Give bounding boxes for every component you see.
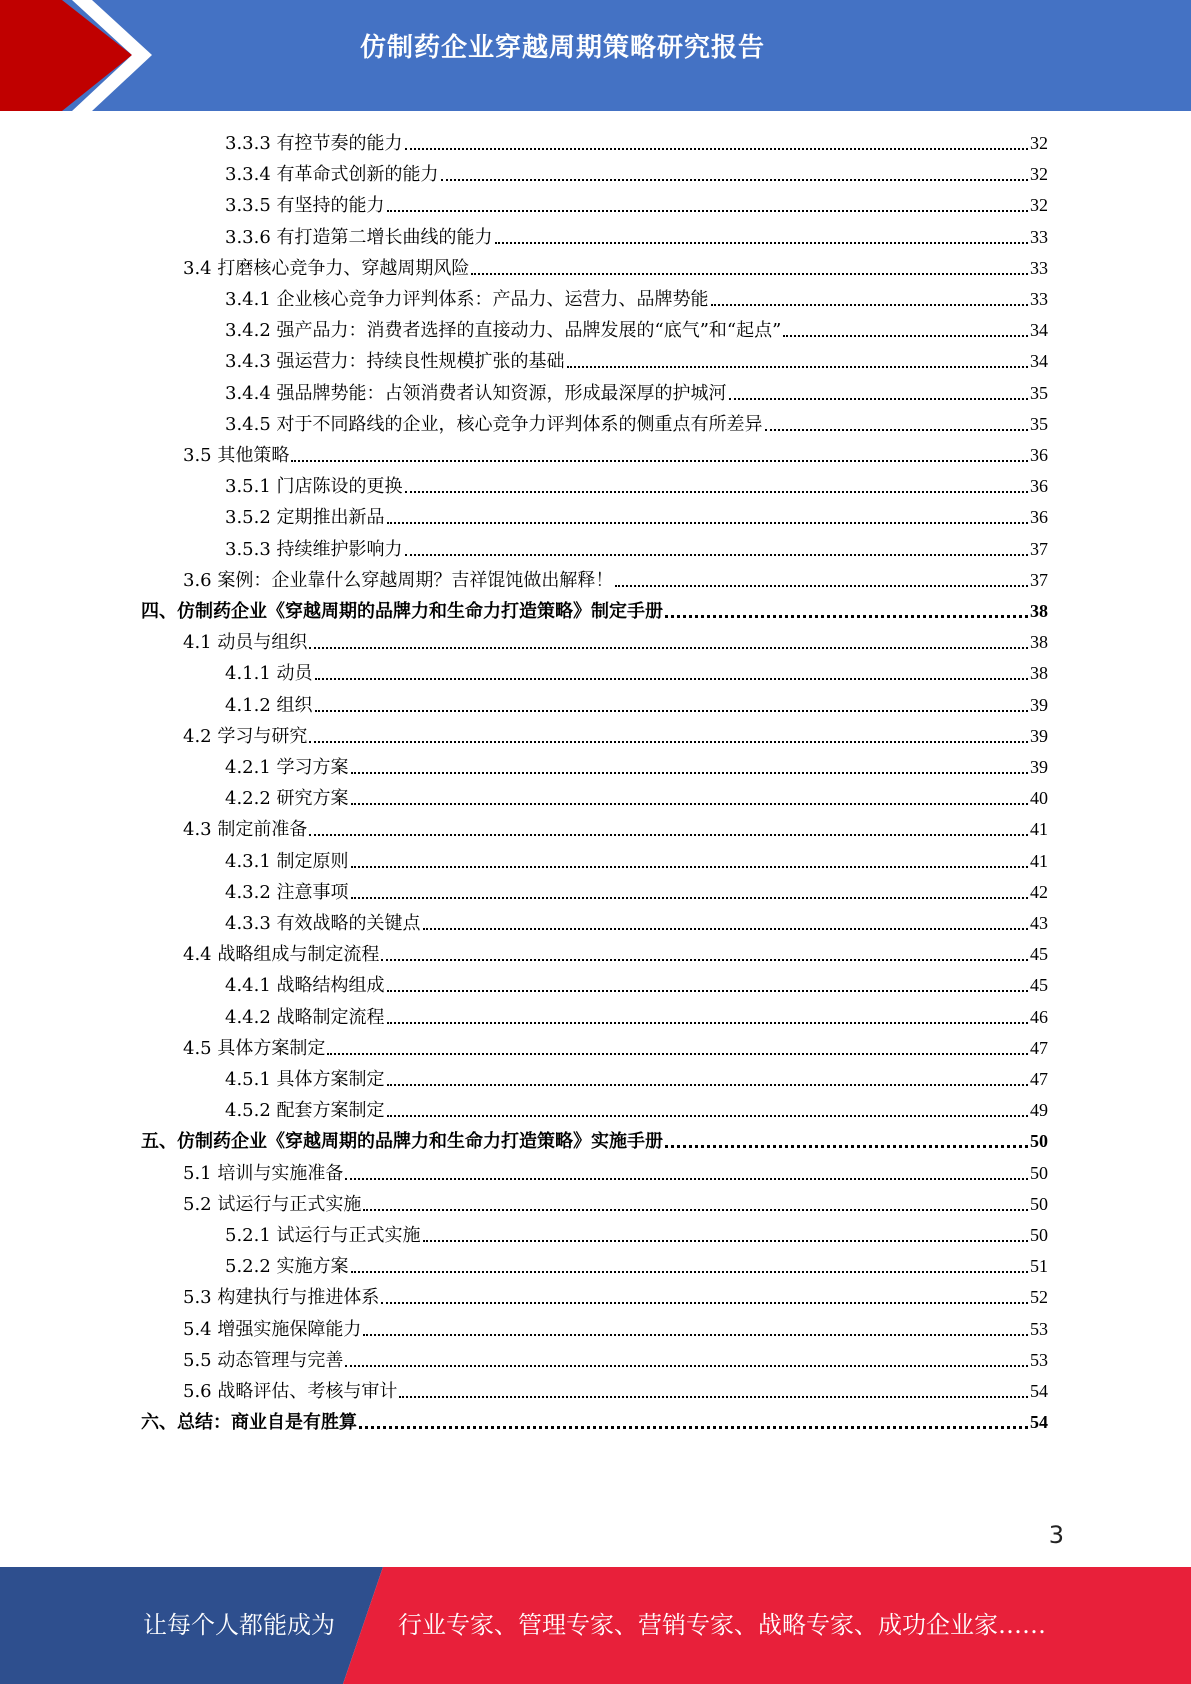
toc-entry[interactable] — [225, 190, 1048, 221]
toc-entry-title: 3.4 打磨核心竞争力、穿越周期风险 — [183, 257, 470, 279]
toc-entry[interactable] — [183, 939, 1048, 970]
toc-entry-title: 3.4.4 强品牌势能：占领消费者认知资源，形成最深厚的护城河 — [225, 382, 727, 404]
toc-entry-page: 35 — [1030, 382, 1048, 403]
toc-entry-title: 五、仿制药企业《穿越周期的品牌力和生命力打造策略》实施手册 — [141, 1131, 663, 1153]
toc-dot-leader — [399, 1395, 1028, 1398]
toc-entry-title: 4.1 动员与组织 — [183, 632, 308, 654]
toc-entry[interactable] — [183, 1376, 1048, 1407]
page-number: 3 — [1048, 1521, 1064, 1549]
toc-entry-title: 4.2.1 学习方案 — [225, 757, 349, 778]
report-title: 仿制药企业穿越周期策略研究报告 — [360, 33, 766, 63]
toc-entry-title: 5.4 增强实施保障能力 — [183, 1318, 362, 1340]
toc-entry-page: 37 — [1030, 538, 1048, 559]
toc-dot-leader — [351, 771, 1028, 774]
toc-entry-title: 3.4.1 企业核心竞争力评判体系：产品力、运营力、品牌势能 — [225, 289, 709, 310]
toc-entry-page: 50 — [1030, 1225, 1048, 1245]
toc-entry-title: 3.5 其他策略 — [183, 445, 290, 466]
toc-entry[interactable] — [183, 253, 1048, 284]
toc-dot-leader — [387, 521, 1028, 524]
footer-slogan-lead: 让每个人都能成为 — [143, 1611, 335, 1639]
toc-entry-page: 54 — [1030, 1381, 1048, 1401]
toc-entry[interactable] — [225, 690, 1048, 721]
toc-entry-page: 42 — [1030, 881, 1048, 902]
toc-dot-leader — [309, 833, 1028, 836]
toc-entry[interactable] — [225, 471, 1048, 502]
toc-entry-page: 39 — [1030, 757, 1048, 777]
toc-entry-title: 3.4.3 强运营力：持续良性规模扩张的基础 — [225, 351, 565, 373]
page-footer — [0, 1567, 1191, 1684]
toc-entry[interactable] — [225, 970, 1048, 1001]
toc-entry-page: 47 — [1030, 1037, 1048, 1058]
toc-entry[interactable] — [183, 627, 1048, 658]
toc-entry-page: 41 — [1030, 850, 1048, 871]
toc-dot-leader — [423, 927, 1028, 930]
toc-dot-leader — [665, 614, 1028, 618]
toc-entry-title: 5.2.1 试运行与正式实施 — [225, 1225, 421, 1246]
toc-entry[interactable] — [141, 596, 1048, 627]
toc-entry-page: 36 — [1030, 476, 1048, 497]
toc-entry[interactable] — [183, 1033, 1048, 1064]
toc-entry-title: 5.2.2 实施方案 — [225, 1256, 349, 1278]
toc-dot-leader — [405, 147, 1028, 150]
toc-entry-title: 5.3 构建执行与推进体系 — [183, 1287, 380, 1309]
toc-entry[interactable] — [225, 409, 1048, 440]
toc-entry[interactable] — [141, 1126, 1048, 1157]
toc-dot-leader — [783, 334, 1028, 337]
toc-entry[interactable] — [225, 159, 1048, 190]
toc-entry-page: 34 — [1030, 351, 1048, 372]
toc-entry-title: 3.3.4 有革命式创新的能力 — [225, 164, 439, 186]
toc-entry[interactable] — [183, 1158, 1048, 1189]
toc-dot-leader — [363, 1333, 1028, 1336]
toc-dot-leader — [387, 989, 1028, 992]
toc-dot-leader — [441, 178, 1028, 181]
toc-entry-title: 3.4.5 对于不同路线的企业，核心竞争力评判体系的侧重点有所差异 — [225, 413, 763, 435]
toc-entry-page: 54 — [1030, 1412, 1048, 1433]
toc-dot-leader — [405, 490, 1028, 493]
toc-dot-leader — [387, 1021, 1028, 1024]
toc-entry[interactable] — [183, 565, 1048, 596]
toc-entry[interactable] — [183, 721, 1048, 752]
toc-entry[interactable] — [225, 1064, 1048, 1095]
toc-entry-title: 3.4.2 强产品力：消费者选择的直接动力、品牌发展的“底气”和“起点” — [225, 320, 782, 342]
toc-entry-page: 46 — [1030, 1006, 1048, 1027]
toc-dot-leader — [495, 241, 1028, 244]
toc-dot-leader — [327, 1052, 1028, 1055]
toc-entry[interactable] — [225, 783, 1048, 814]
toc-entry-page: 36 — [1030, 445, 1048, 465]
toc-entry-page: 39 — [1030, 694, 1048, 715]
toc-dot-leader — [363, 1208, 1028, 1211]
toc-entry[interactable] — [183, 1314, 1048, 1345]
toc-entry-title: 5.1 培训与实施准备 — [183, 1162, 344, 1184]
toc-entry-page: 38 — [1030, 663, 1048, 684]
toc-entry-page: 49 — [1030, 1100, 1048, 1121]
toc-dot-leader — [315, 677, 1028, 680]
toc-entry[interactable] — [183, 440, 1048, 471]
toc-entry-page: 38 — [1030, 601, 1048, 621]
toc-dot-leader — [309, 740, 1028, 743]
toc-entry-page: 47 — [1030, 1069, 1048, 1089]
toc-entry[interactable] — [183, 1345, 1048, 1376]
toc-dot-leader — [765, 428, 1028, 431]
toc-entry[interactable] — [225, 128, 1048, 159]
toc-entry[interactable] — [225, 502, 1048, 533]
toc-entry-page: 50 — [1030, 1131, 1048, 1152]
toc-entry-title: 4.3.1 制定原则 — [225, 850, 349, 872]
toc-dot-leader — [567, 365, 1028, 368]
toc-entry-page: 33 — [1030, 226, 1048, 247]
toc-entry[interactable] — [183, 1189, 1048, 1220]
toc-entry-page: 33 — [1030, 289, 1048, 309]
toc-entry-title: 4.1.2 组织 — [225, 694, 313, 716]
toc-entry-page: 52 — [1030, 1287, 1048, 1308]
toc-entry[interactable] — [225, 752, 1048, 783]
toc-dot-leader — [345, 1364, 1028, 1367]
toc-entry-page: 32 — [1030, 164, 1048, 185]
toc-entry-title: 4.2 学习与研究 — [183, 725, 308, 747]
toc-entry[interactable] — [225, 1251, 1048, 1282]
toc-entry-page: 43 — [1030, 913, 1048, 933]
toc-entry[interactable] — [225, 378, 1048, 409]
toc-entry-page: 34 — [1030, 320, 1048, 341]
toc-entry-page: 50 — [1030, 1193, 1048, 1214]
toc-entry-page: 41 — [1030, 819, 1048, 840]
toc-entry[interactable] — [225, 1002, 1048, 1033]
toc-entry-title: 3.6 案例：企业靠什么穿越周期？吉祥馄饨做出解释！ — [183, 569, 614, 591]
toc-dot-leader — [615, 584, 1028, 587]
toc-entry[interactable] — [225, 222, 1048, 253]
toc-entry-title: 4.2.2 研究方案 — [225, 788, 349, 810]
toc-entry-title: 四、仿制药企业《穿越周期的品牌力和生命力打造策略》制定手册 — [141, 601, 663, 622]
toc-entry[interactable] — [225, 908, 1048, 939]
toc-dot-leader — [381, 1301, 1028, 1304]
toc-entry-title: 5.6 战略评估、考核与审计 — [183, 1381, 398, 1402]
toc-entry[interactable] — [225, 284, 1048, 315]
toc-dot-leader — [309, 646, 1028, 649]
toc-entry[interactable] — [225, 534, 1048, 565]
toc-entry-title: 3.3.6 有打造第二增长曲线的能力 — [225, 226, 493, 248]
toc-entry-page: 45 — [1030, 944, 1048, 965]
toc-entry-title: 4.1.1 动员 — [225, 663, 313, 685]
toc-entry[interactable] — [225, 346, 1048, 377]
toc-entry[interactable] — [141, 1407, 1048, 1438]
toc-entry-title: 4.4 战略组成与制定流程 — [183, 944, 380, 966]
toc-entry-page: 40 — [1030, 788, 1048, 809]
toc-entry[interactable] — [183, 1282, 1048, 1313]
toc-entry[interactable] — [225, 846, 1048, 877]
toc-entry-title: 3.3.5 有坚持的能力 — [225, 195, 385, 217]
toc-entry-title: 5.5 动态管理与完善 — [183, 1349, 344, 1371]
toc-dot-leader — [351, 865, 1028, 868]
toc-entry-page: 39 — [1030, 725, 1048, 746]
toc-entry-title: 4.5.1 具体方案制定 — [225, 1069, 385, 1090]
toc-dot-leader — [471, 272, 1028, 275]
toc-dot-leader — [387, 209, 1028, 212]
toc-entry[interactable] — [225, 1220, 1048, 1251]
toc-entry-page: 35 — [1030, 413, 1048, 434]
toc-entry[interactable] — [225, 315, 1048, 346]
toc-dot-leader — [387, 1083, 1028, 1086]
toc-entry-title: 3.5.1 门店陈设的更换 — [225, 476, 403, 498]
toc-dot-leader — [381, 958, 1028, 961]
toc-entry[interactable] — [183, 814, 1048, 845]
toc-entry-title: 4.5 具体方案制定 — [183, 1037, 326, 1059]
toc-dot-leader — [351, 1270, 1028, 1273]
toc-dot-leader — [729, 397, 1028, 400]
toc-entry-page: 32 — [1030, 195, 1048, 216]
toc-dot-leader — [387, 1114, 1028, 1117]
header-red-arrow — [0, 0, 132, 111]
toc-entry-title: 3.5.3 持续维护影响力 — [225, 538, 403, 560]
toc-entry-title: 4.5.2 配套方案制定 — [225, 1100, 385, 1122]
toc-dot-leader — [345, 1177, 1028, 1180]
toc-entry-page: 37 — [1030, 569, 1048, 590]
toc-dot-leader — [665, 1144, 1028, 1148]
toc-dot-leader — [711, 303, 1028, 306]
toc-entry-title: 4.3 制定前准备 — [183, 819, 308, 841]
toc-dot-leader — [351, 802, 1028, 805]
toc-dot-leader — [423, 1239, 1028, 1242]
toc-entry-page: 36 — [1030, 507, 1048, 528]
toc-entry-title: 3.3.3 有控节奏的能力 — [225, 133, 403, 154]
toc-entry-page: 50 — [1030, 1162, 1048, 1183]
toc-entry-title: 4.4.1 战略结构组成 — [225, 975, 385, 997]
toc-entry-title: 六、总结：商业自是有胜算 — [141, 1412, 357, 1434]
toc-entry-title: 5.2 试运行与正式实施 — [183, 1193, 362, 1215]
toc-entry-page: 32 — [1030, 133, 1048, 153]
toc-dot-leader — [315, 709, 1028, 712]
toc-entry[interactable] — [225, 877, 1048, 908]
toc-entry-page: 53 — [1030, 1318, 1048, 1339]
toc-entry-page: 53 — [1030, 1349, 1048, 1370]
toc-entry-title: 4.3.3 有效战略的关键点 — [225, 913, 421, 934]
toc-entry-page: 33 — [1030, 257, 1048, 278]
toc-entry-page: 51 — [1030, 1256, 1048, 1277]
toc-entry-page: 38 — [1030, 632, 1048, 653]
toc-entry[interactable] — [225, 1095, 1048, 1126]
toc-entry-title: 3.5.2 定期推出新品 — [225, 507, 385, 529]
toc-dot-leader — [359, 1425, 1028, 1429]
toc-dot-leader — [351, 896, 1028, 899]
toc-entry-title: 4.4.2 战略制定流程 — [225, 1006, 385, 1028]
page-header — [0, 0, 1191, 111]
toc-dot-leader — [291, 459, 1028, 462]
footer-slogan-roles: 行业专家、管理专家、营销专家、战略专家、成功企业家…… — [398, 1611, 1046, 1639]
toc-entry-title: 4.3.2 注意事项 — [225, 881, 349, 903]
toc-dot-leader — [405, 553, 1028, 556]
toc-entry[interactable] — [225, 658, 1048, 689]
toc-entry-page: 45 — [1030, 975, 1048, 996]
